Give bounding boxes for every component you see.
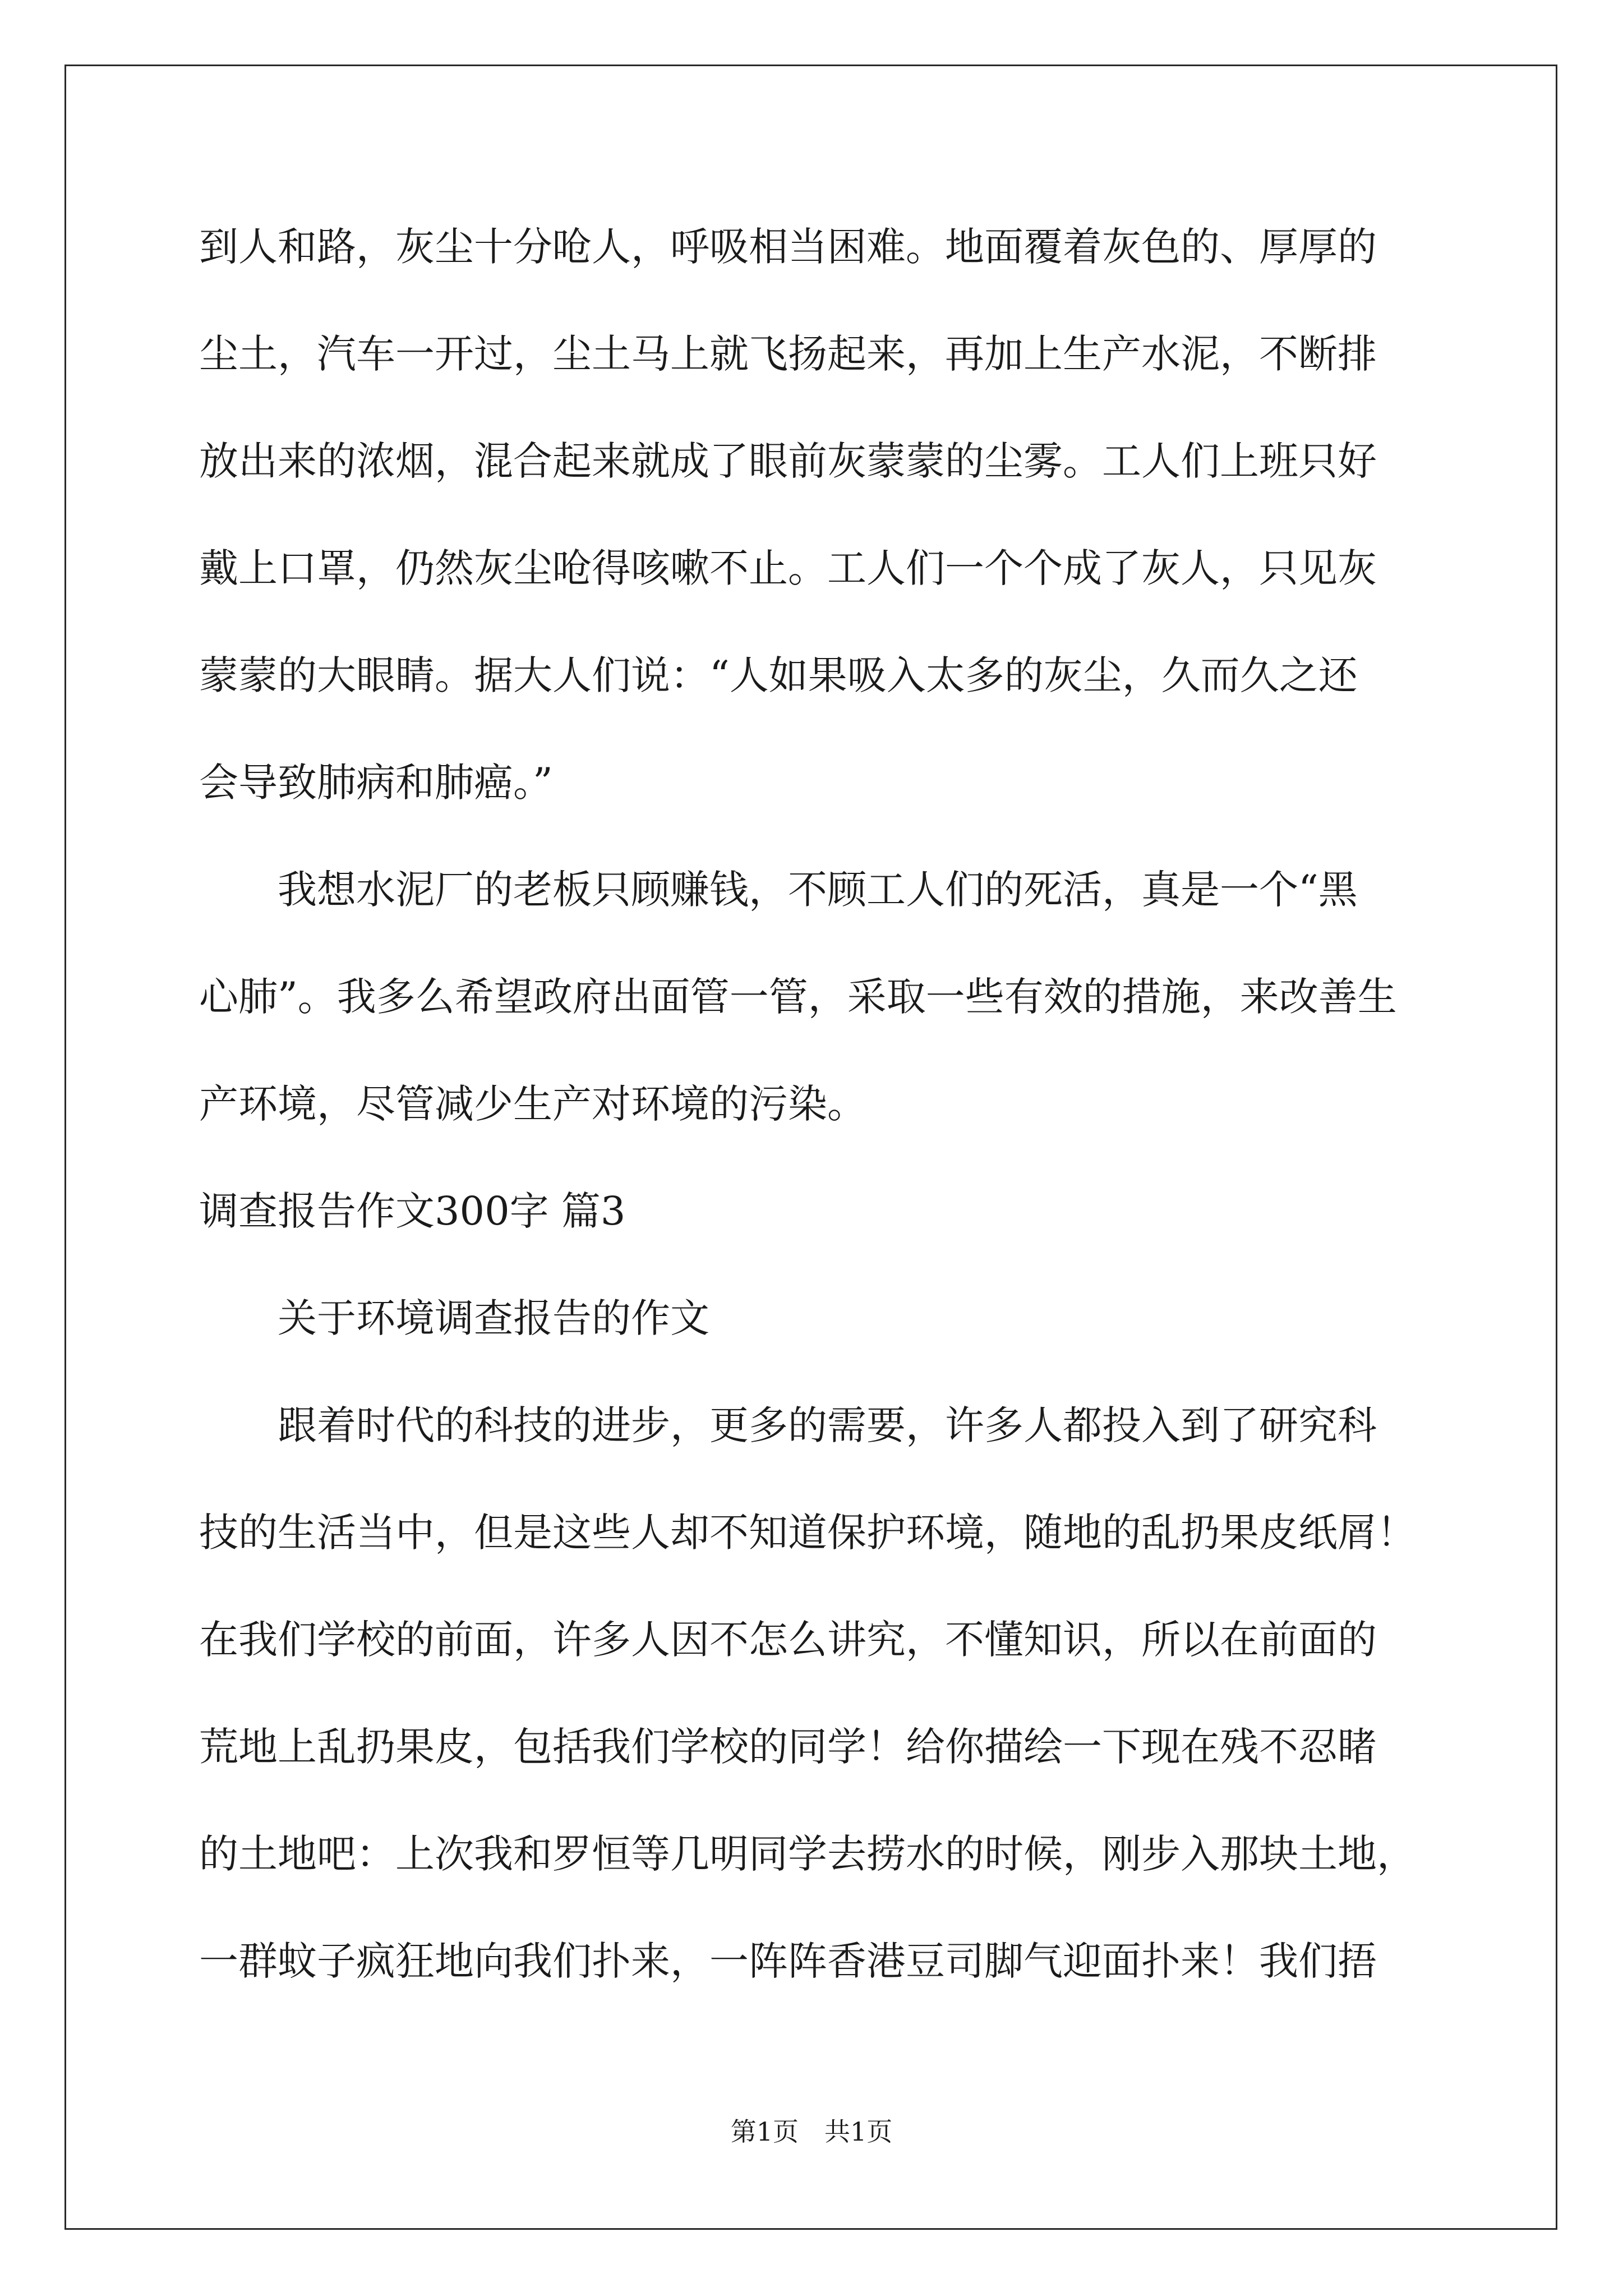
text-line: 跟着时代的科技的进步，更多的需要，许多人都投入到了研究科 (199, 1402, 1377, 1448)
text-line: 的土地吧：上次我和罗恒等几明同学去捞水的时候，刚步入那块土地， (199, 1831, 1416, 1877)
text-line: 关于环境调查报告的作文 (199, 1295, 709, 1341)
document-body (199, 208, 1430, 2029)
text-line: 产环境，尽管减少生产对环境的污染。 (199, 1081, 866, 1127)
page-number: 第1页 共1页 (730, 2116, 893, 2147)
text-line: 我想水泥厂的老板只顾赚钱，不顾工人们的死活，真是一个“黑 (199, 867, 1358, 913)
text-line: 尘土，汽车一开过，尘土马上就飞扬起来，再加上生产水泥，不断排 (199, 331, 1377, 377)
text-line: 到人和路，灰尘十分呛人，呼吸相当困难。地面覆着灰色的、厚厚的 (199, 224, 1377, 270)
section-heading: 调查报告作文300字 篇3 (199, 1188, 626, 1234)
text-line: 心肺”。我多么希望政府出面管一管，采取一些有效的措施，来改善生 (199, 974, 1397, 1020)
text-line: 一群蚊子疯狂地向我们扑来，一阵阵香港豆司脚气迎面扑来！我们捂 (199, 1938, 1377, 1984)
text-line: 荒地上乱扔果皮，包括我们学校的同学！给你描绘一下现在残不忍睹 (199, 1724, 1377, 1770)
text-line: 会导致肺病和肺癌。” (199, 760, 553, 806)
text-line: 放出来的浓烟，混合起来就成了眼前灰蒙蒙的尘雾。工人们上班只好 (199, 438, 1377, 484)
text-line: 在我们学校的前面，许多人因不怎么讲究，不懂知识，所以在前面的 (199, 1617, 1377, 1663)
text-line: 蒙蒙的大眼睛。据大人们说：“人如果吸入太多的灰尘，久而久之还 (199, 652, 1358, 698)
text-line: 技的生活当中，但是这些人却不知道保护环境，随地的乱扔果皮纸屑！ (199, 1510, 1416, 1556)
page-footer (0, 2115, 1623, 2148)
text-line: 戴上口罩，仍然灰尘呛得咳嗽不止。工人们一个个成了灰人，只见灰 (199, 545, 1377, 591)
